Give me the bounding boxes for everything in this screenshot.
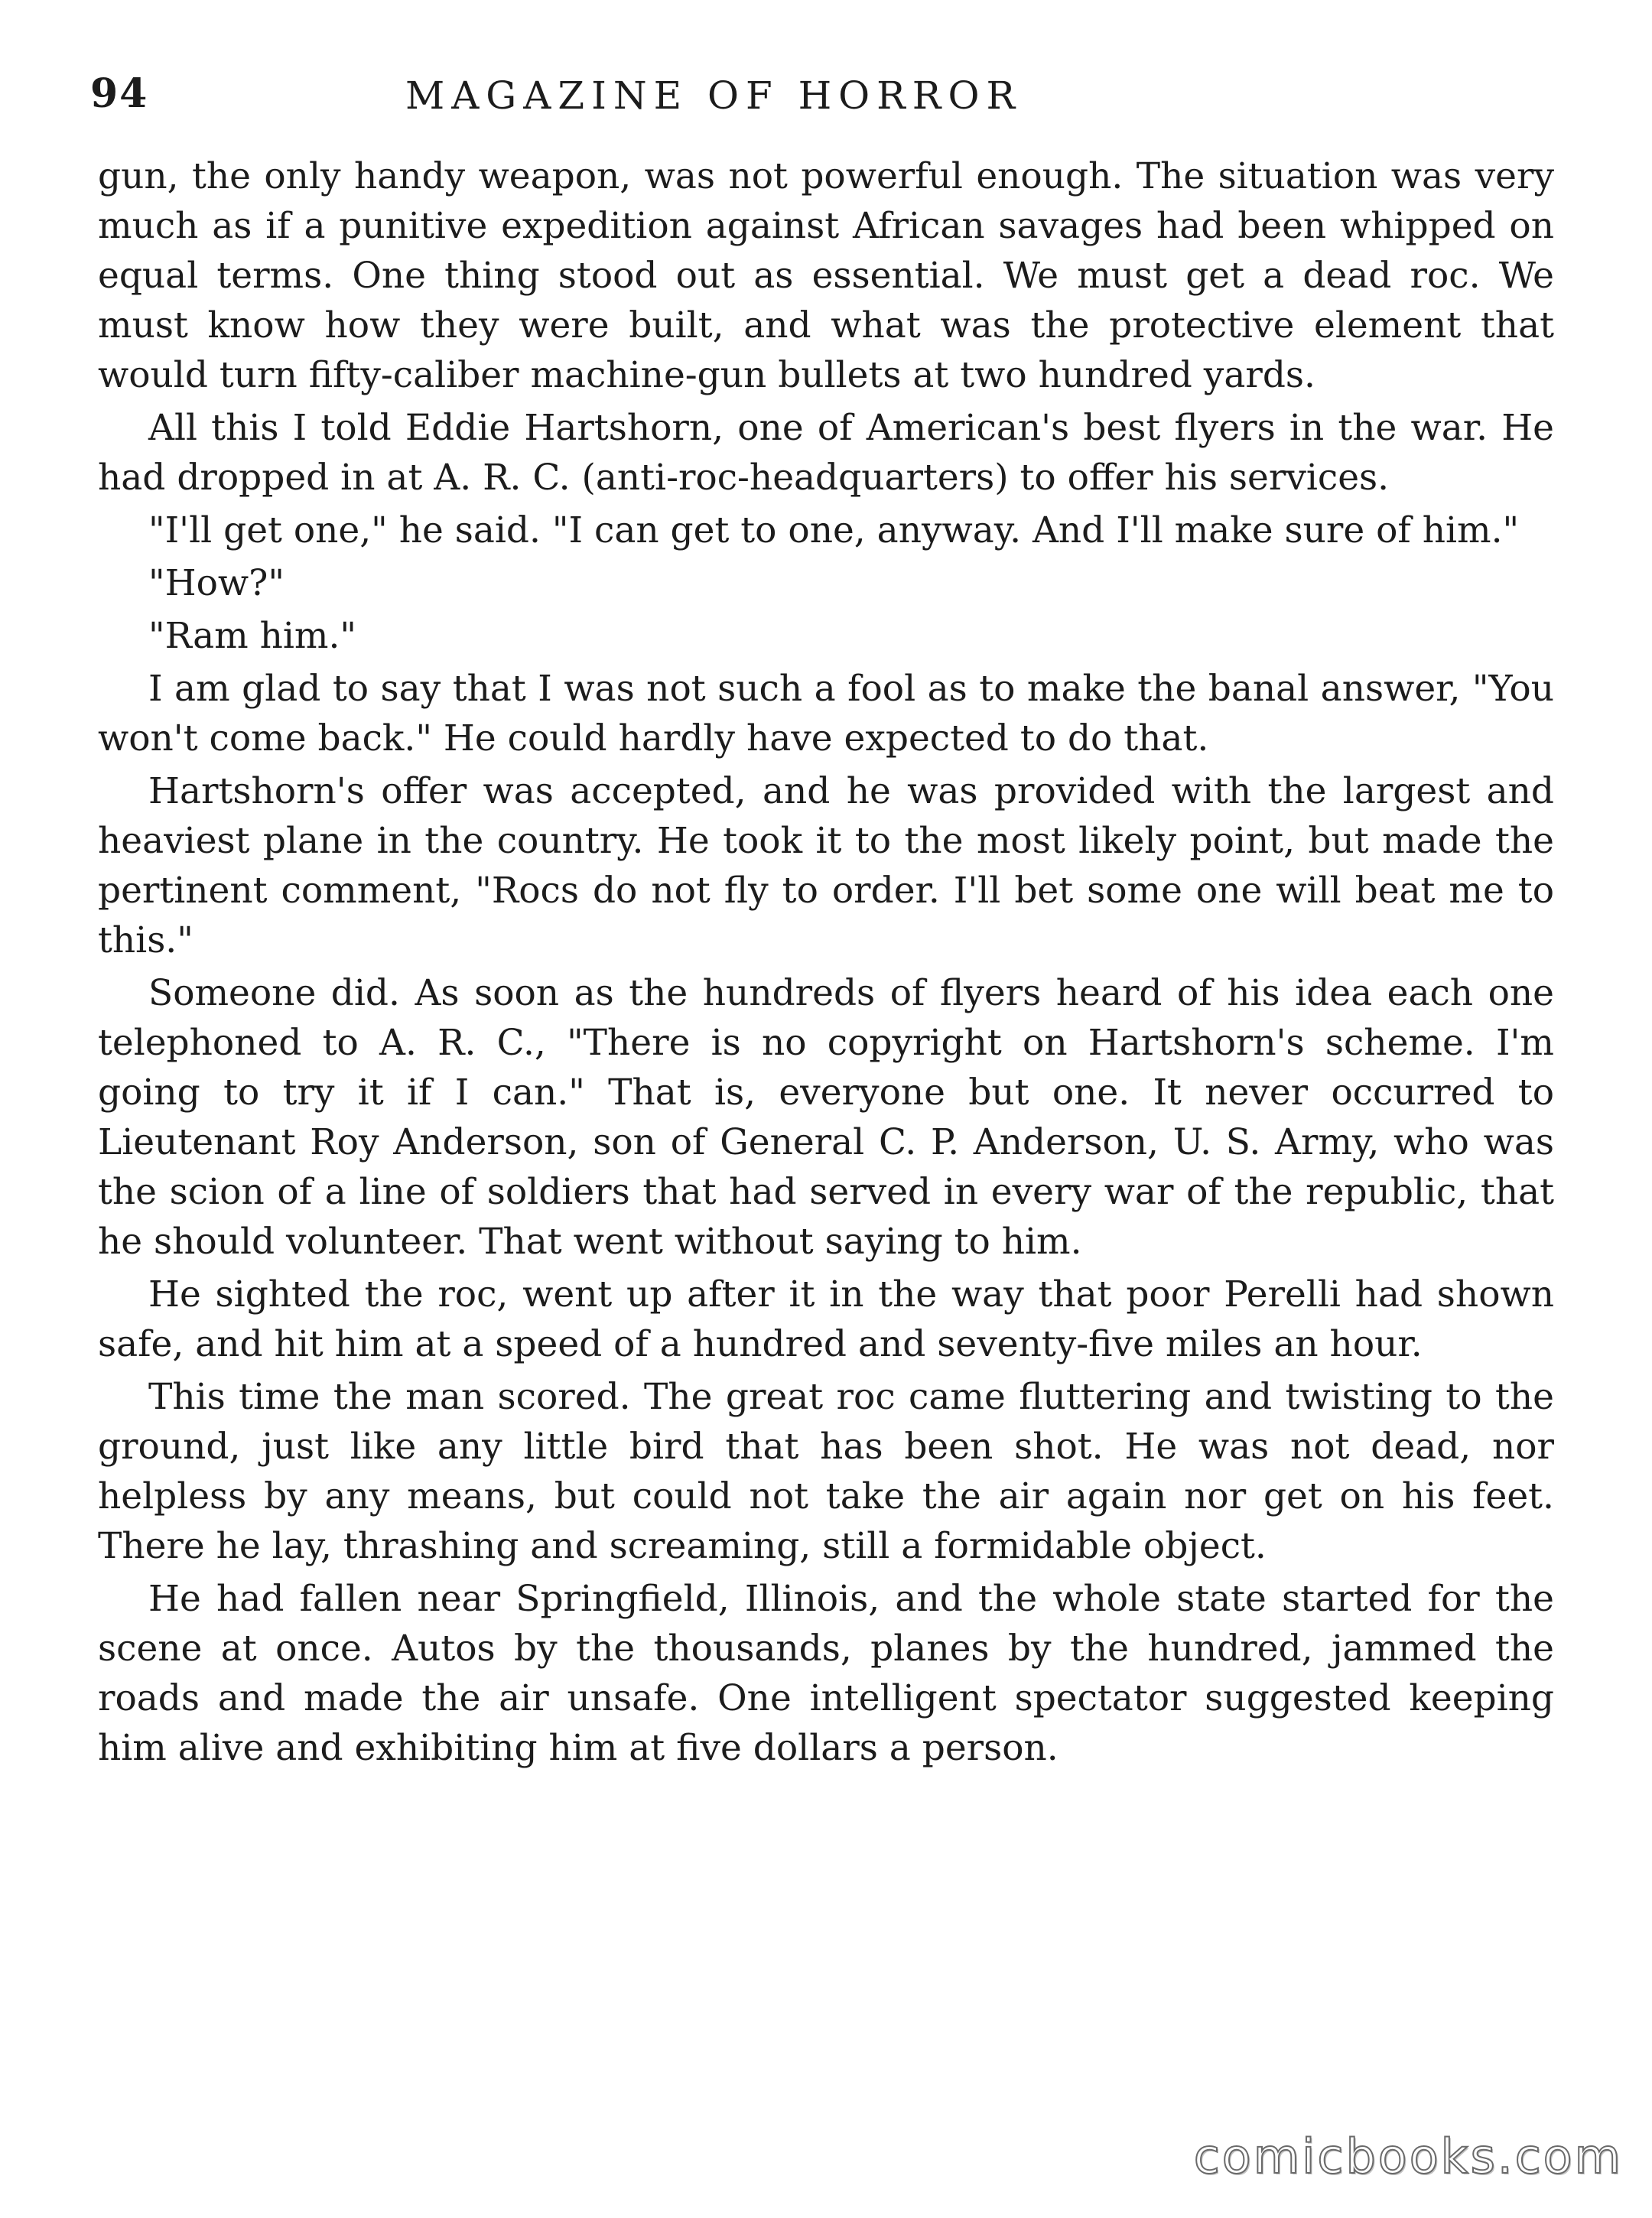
page-number: 94: [90, 70, 149, 117]
magazine-title: MAGAZINE OF HORROR: [405, 73, 1023, 118]
story-body: [98, 151, 1554, 1776]
paragraph: All this I told Eddie Hartshorn, one of American's best flyers in the war. He had dropped in at A. R. C. (anti-roc-headquarters) to offer his services.: [98, 407, 1554, 499]
paragraph: This time the man scored. The great roc came fluttering and twisting to the ground, just like any little bird that has been shot. He was not dead, nor helpless by any means, but could not take the air again nor get on his feet. There he lay, thrashing and screaming, still a formidable object.: [98, 1376, 1554, 1567]
running-head: [90, 70, 1574, 132]
paragraph: Hartshorn's offer was accepted, and he was provided with the largest and heaviest plane in the country. He took it to the most likely point, but made the pertinent comment, "Rocs do not fly to order. I'll bet some one will beat me to this.": [98, 770, 1554, 961]
paragraph: He sighted the roc, went up after it in the way that poor Perelli had shown safe, and hit him at a speed of a hundred and seventy-five miles an hour.: [98, 1273, 1554, 1365]
paragraph-continuation: gun, the only handy weapon, was not powerful enough. The situation was very much as if a punitive expedition against African savages had been whipped on equal terms. One thing stood out as essential. We must get a dead roc. We must know how they were built, and what was the protective element that would turn fifty-caliber machine-gun bullets at two hundred yards.: [98, 155, 1554, 396]
paragraph-dialogue: "Ram him.": [148, 615, 357, 657]
paragraph: He had fallen near Springfield, Illinois, and the whole state started for the scene at once. Autos by the thousands, planes by the hundred, jammed the roads and made the air unsafe. One intelligent spectator suggested keeping him alive and exhibiting him at five dollars a person.: [98, 1578, 1554, 1769]
paragraph: Someone did. As soon as the hundreds of flyers heard of his idea each one telephoned to A. R. C., "There is no copyright on Hartshorn's scheme. I'm going to try it if I can." That is, everyone but one. It never occurred to Lieutenant Roy Anderson, son of General C. P. Anderson, U. S. Army, who was the scion of a line of soldiers that had served in every war of the republic, that he should volunteer. That went without saying to him.: [98, 972, 1554, 1263]
paragraph: I am glad to say that I was not such a fool as to make the banal answer, "You won't come back." He could hardly have expected to do that.: [98, 668, 1554, 759]
paragraph-dialogue: "How?": [148, 562, 285, 604]
paragraph-dialogue: "I'll get one," he said. "I can get to one, anyway. And I'll make sure of him.": [148, 509, 1520, 551]
watermark-logo: comicbooks.com: [1193, 2129, 1623, 2184]
